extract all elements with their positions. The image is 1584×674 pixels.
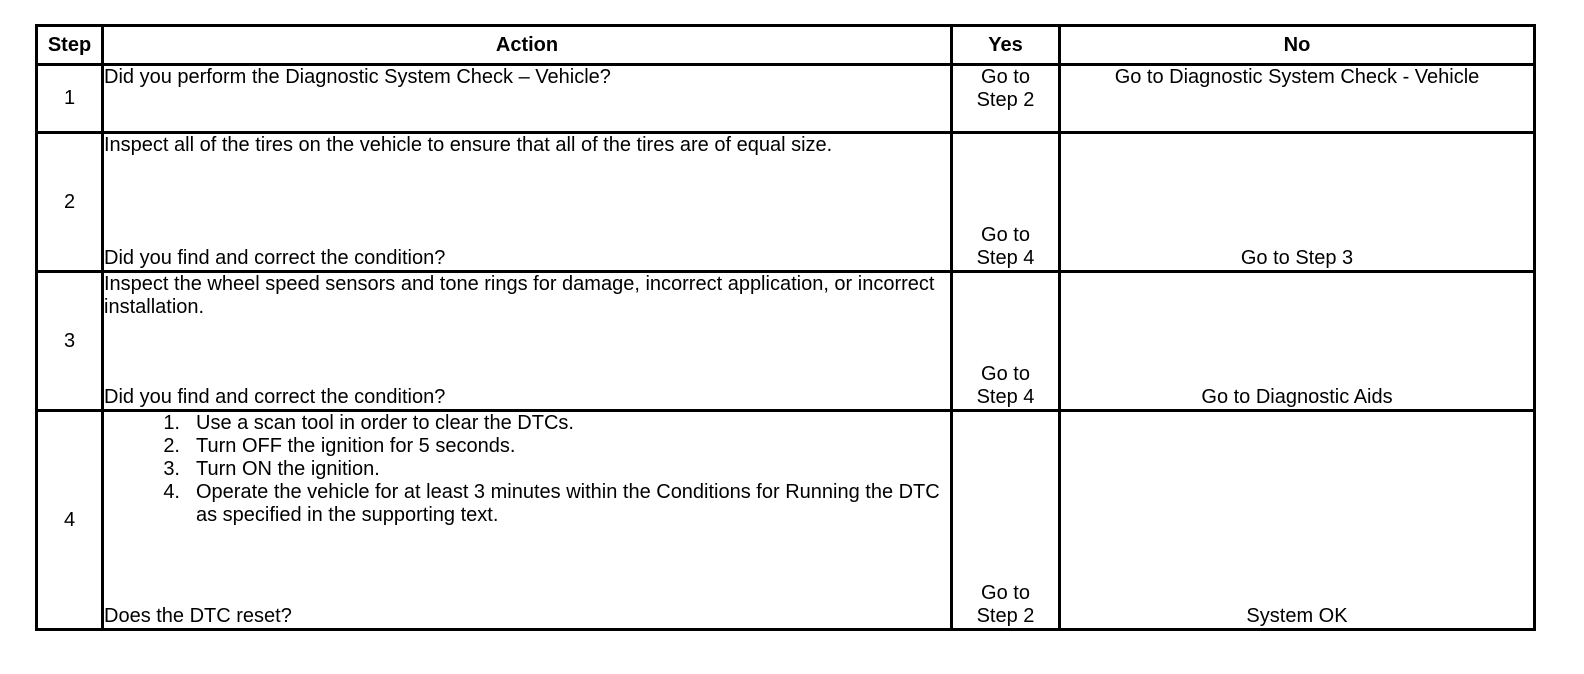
yes-cell: Go to Step 2 [952, 65, 1060, 133]
table-row [37, 65, 1535, 133]
action-question: Did you find and correct the condition? [104, 247, 446, 269]
step-number: 2 [37, 133, 103, 272]
no-cell: Go to Step 3 [1060, 133, 1535, 272]
action-cell [103, 65, 952, 133]
no-cell: Go to Diagnostic Aids [1060, 272, 1535, 411]
no-cell: Go to Diagnostic System Check - Vehicle [1060, 65, 1535, 133]
substep-number: 1. [163, 412, 180, 434]
substep-text: Use a scan tool in order to clear the DTCs. [196, 412, 574, 434]
action-text: Did you perform the Diagnostic System Check – Vehicle? [104, 66, 611, 88]
substep-text: Turn OFF the ignition for 5 seconds. [196, 435, 516, 457]
substep-item [104, 481, 950, 527]
diagnostic-table [35, 24, 1536, 631]
no-cell: System OK [1060, 411, 1535, 630]
action-text: Inspect the wheel speed sensors and tone rings for damage, incorrect application, or incorrect installation. [104, 273, 935, 318]
substep-item [104, 412, 950, 435]
table-header-row [37, 26, 1535, 65]
table-row [37, 133, 1535, 272]
substep-item [104, 458, 950, 481]
table-row [37, 272, 1535, 411]
step-number: 3 [37, 272, 103, 411]
substep-text: Turn ON the ignition. [196, 458, 380, 480]
step-number: 4 [37, 411, 103, 630]
action-cell [103, 272, 952, 411]
action-text: Inspect all of the tires on the vehicle to ensure that all of the tires are of equal size. [104, 134, 833, 156]
step-number: 1 [37, 65, 103, 133]
action-question: Does the DTC reset? [104, 605, 292, 627]
yes-cell: Go to Step 4 [952, 133, 1060, 272]
header-action: Action [103, 26, 952, 65]
substep-item [104, 435, 950, 458]
header-step: Step [37, 26, 103, 65]
table-row [37, 411, 1535, 630]
action-question: Did you find and correct the condition? [104, 386, 446, 408]
substep-number: 2. [163, 435, 180, 457]
header-yes: Yes [952, 26, 1060, 65]
header-no: No [1060, 26, 1535, 65]
yes-cell: Go to Step 4 [952, 272, 1060, 411]
substep-list [104, 412, 950, 527]
action-cell [103, 411, 952, 630]
substep-text: Operate the vehicle for at least 3 minutes within the Conditions for Running the DTC as specified in the supporting text. [196, 481, 940, 526]
action-cell [103, 133, 952, 272]
substep-number: 4. [163, 481, 180, 503]
yes-cell: Go to Step 2 [952, 411, 1060, 630]
substep-number: 3. [163, 458, 180, 480]
